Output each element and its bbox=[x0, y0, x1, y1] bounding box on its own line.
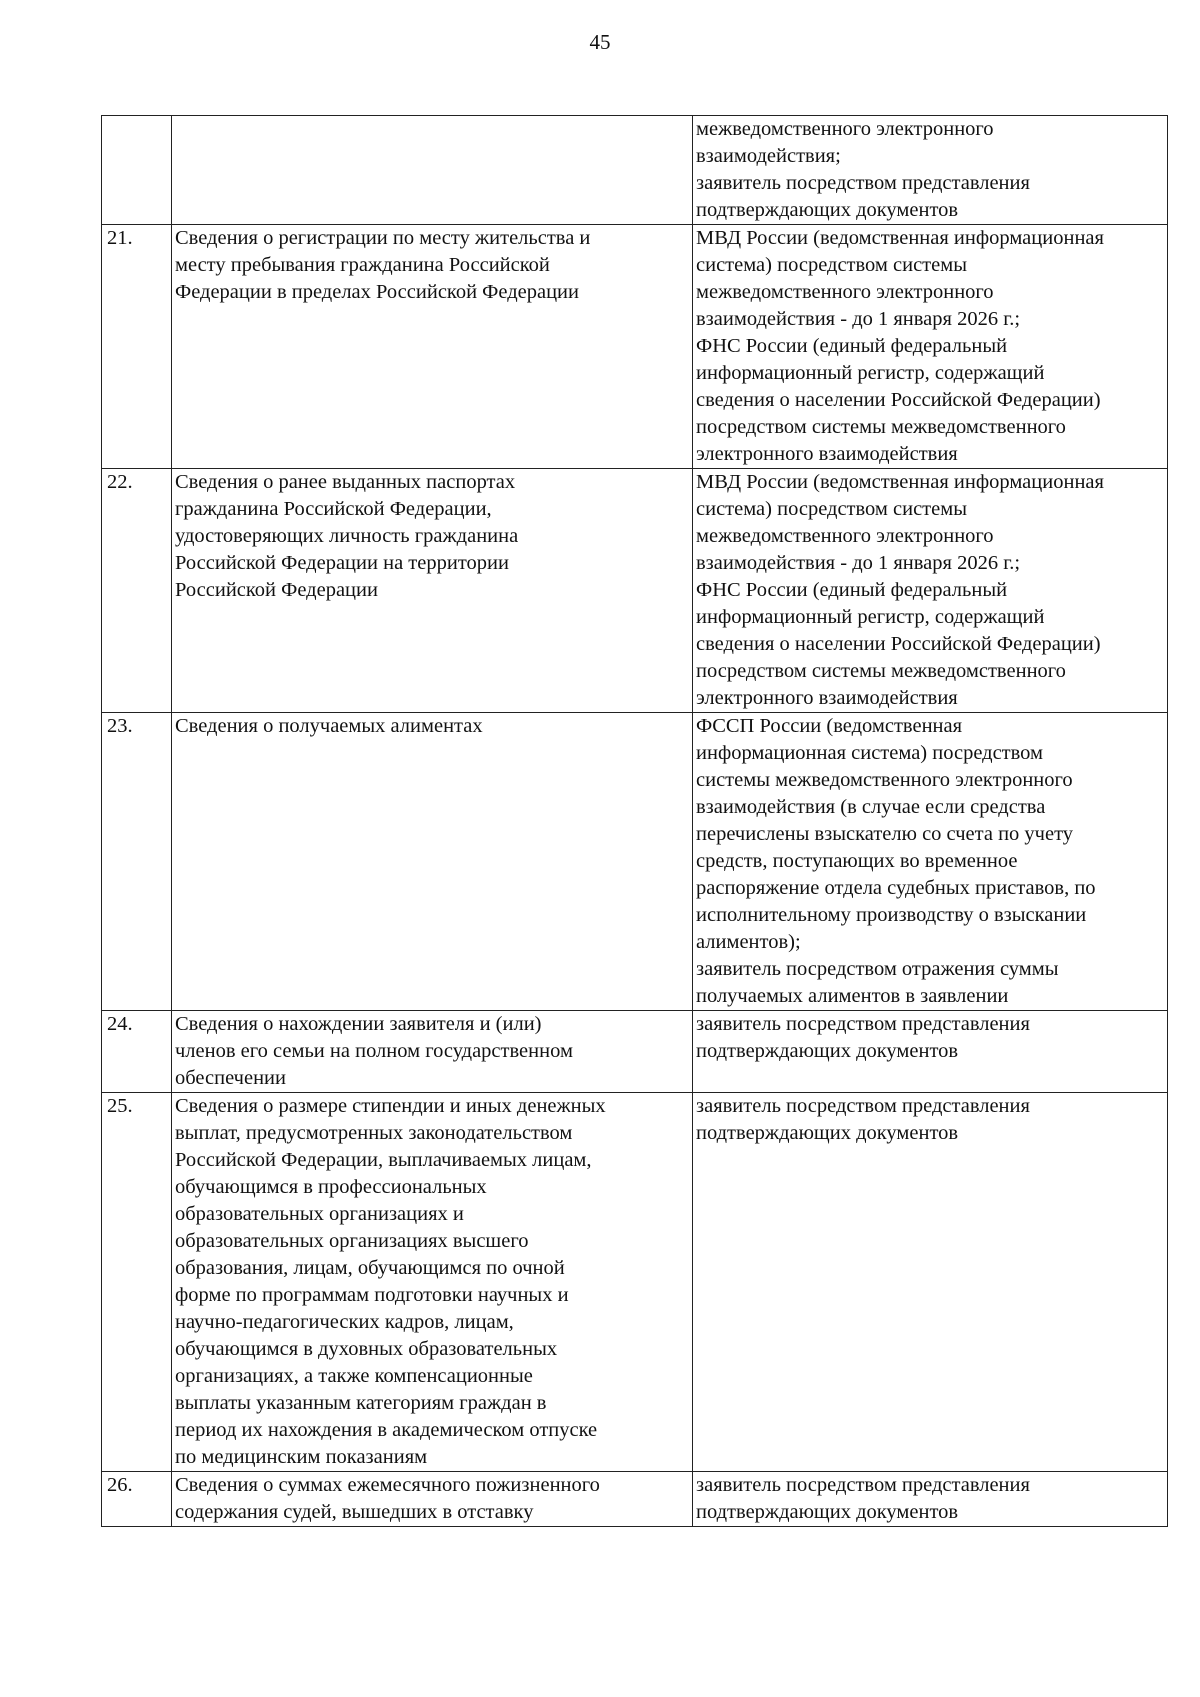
row-number: 23. bbox=[102, 713, 172, 1011]
source-text: межведомственного электронного взаимодействия; заявитель посредством представления подтверждающих документов bbox=[696, 118, 1030, 221]
source-text: МВД России (ведомственная информационная система) посредством системы межведомственного электронного взаимодействия - до 1 января 2026 г.; ФНС России (единый федеральный информационный регистр, содержащий сведения о населении Российской Федерации) посредством системы межведомственного электронного взаимодействия bbox=[696, 471, 1104, 709]
source-text: заявитель посредством представления подтверждающих документов bbox=[696, 1474, 1030, 1523]
row-number bbox=[102, 116, 172, 225]
info-text: Сведения о размере стипендии и иных денежных выплат, предусмотренных законодательством Российской Федерации, выплачиваемых лицам, обучающимся в профессиональных образовательных организациях и образовательных организациях высшего образования, лицам, обучающимся по очной форме по программам подготовки научных и научно-педагогических кадров, лицам, обучающимся в духовных образовательных организациях, а также компенсационные выплаты указанным категориям граждан в период их нахождения в академическом отпуске по медицинским показаниям bbox=[175, 1095, 606, 1468]
row-number: 26. bbox=[102, 1472, 172, 1527]
table-row bbox=[102, 469, 1168, 713]
table-row bbox=[102, 116, 1168, 225]
table-row bbox=[102, 225, 1168, 469]
source-cell bbox=[693, 116, 1168, 225]
table-row bbox=[102, 1011, 1168, 1093]
source-cell bbox=[693, 1011, 1168, 1093]
info-cell bbox=[172, 1472, 693, 1527]
row-number: 21. bbox=[102, 225, 172, 469]
source-text: МВД России (ведомственная информационная система) посредством системы межведомственного электронного взаимодействия - до 1 января 2026 г.; ФНС России (единый федеральный информационный регистр, содержащий сведения о населении Российской Федерации) посредством системы межведомственного электронного взаимодействия bbox=[696, 227, 1104, 465]
info-text: Сведения о ранее выданных паспортах гражданина Российской Федерации, удостоверяющих личность гражданина Российской Федерации на территории Российской Федерации bbox=[175, 471, 519, 601]
info-cell bbox=[172, 713, 693, 1011]
row-number: 24. bbox=[102, 1011, 172, 1093]
source-text: заявитель посредством представления подтверждающих документов bbox=[696, 1013, 1030, 1062]
source-text: заявитель посредством представления подтверждающих документов bbox=[696, 1095, 1030, 1144]
source-cell bbox=[693, 1093, 1168, 1472]
info-cell bbox=[172, 469, 693, 713]
table-row bbox=[102, 713, 1168, 1011]
source-cell bbox=[693, 225, 1168, 469]
info-cell bbox=[172, 116, 693, 225]
source-cell bbox=[693, 1472, 1168, 1527]
row-number: 22. bbox=[102, 469, 172, 713]
info-cell bbox=[172, 225, 693, 469]
document-table bbox=[101, 115, 1168, 1527]
info-text: Сведения о регистрации по месту жительства и месту пребывания гражданина Российской Федерации в пределах Российской Федерации bbox=[175, 227, 591, 303]
info-text: Сведения о суммах ежемесячного пожизненного содержания судей, вышедших в отставку bbox=[175, 1474, 600, 1523]
source-cell bbox=[693, 469, 1168, 713]
page-number: 45 bbox=[589, 30, 611, 54]
info-text: Сведения о получаемых алиментах bbox=[175, 715, 483, 737]
row-number: 25. bbox=[102, 1093, 172, 1472]
info-text: Сведения о нахождении заявителя и (или) членов его семьи на полном государственном обеспечении bbox=[175, 1013, 573, 1089]
info-cell bbox=[172, 1011, 693, 1093]
table-row bbox=[102, 1472, 1168, 1527]
info-cell bbox=[172, 1093, 693, 1472]
table-row bbox=[102, 1093, 1168, 1472]
source-cell bbox=[693, 713, 1168, 1011]
source-text: ФССП России (ведомственная информационная система) посредством системы межведомственного электронного взаимодействия (в случае если средства перечислены взыскателю со счета по учету средств, поступающих во временное распоряжение отдела судебных приставов, по исполнительному производству о взыскании алиментов); заявитель посредством отражения суммы получаемых алиментов в заявлении bbox=[696, 715, 1096, 1007]
